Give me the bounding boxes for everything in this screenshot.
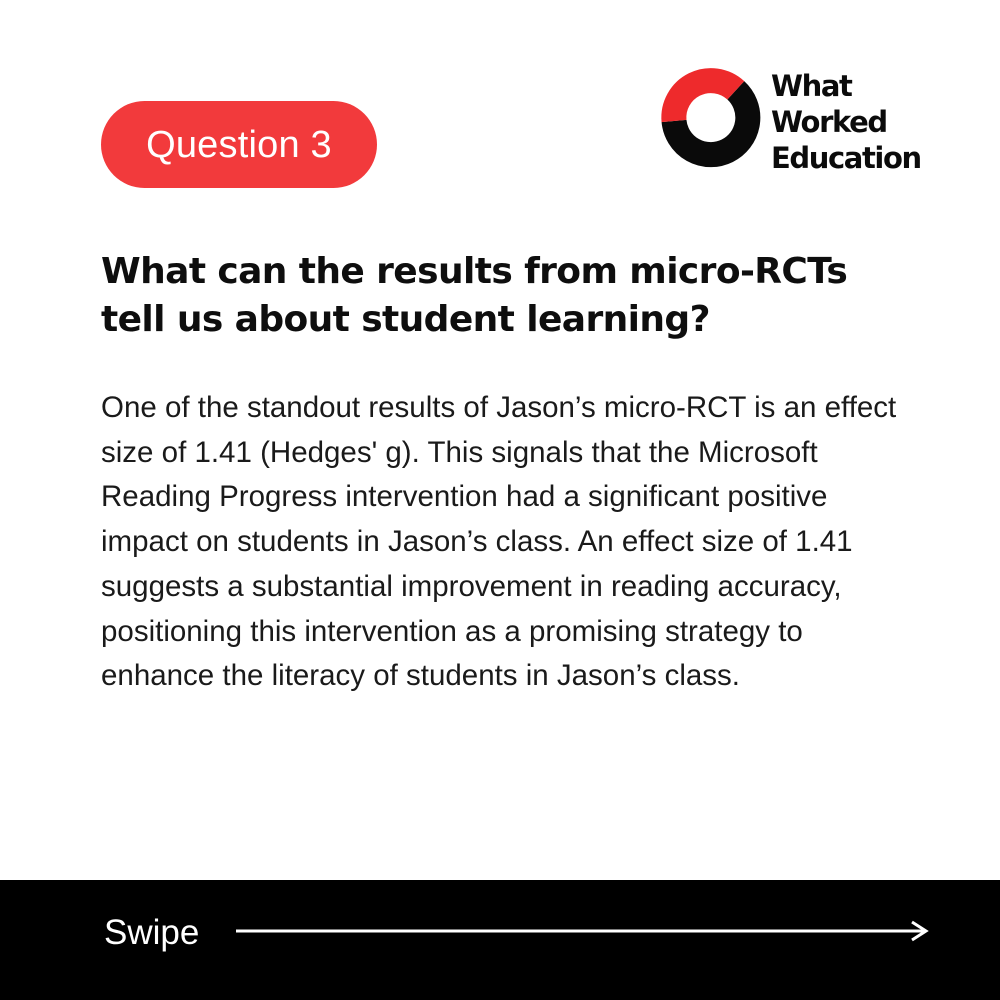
question-badge <box>101 101 377 188</box>
long-right-arrow-icon[interactable] <box>234 918 930 944</box>
swipe-label[interactable]: Swipe <box>104 913 200 952</box>
logo-wordmark <box>771 68 921 176</box>
logo-line-education: Education <box>771 141 921 175</box>
answer-paragraph: One of the standout results of Jason’s micro-RCT is an effect size of 1.41 (Hedges' g). This signals that the Microsoft Reading Progress intervention had a significant positive impact on students in Jason’s class. An effect size of 1.41 suggests a substantial improvement in reading accuracy, positioning this intervention as a promising strategy to enhance the literacy of students in Jason’s class. <box>101 391 897 693</box>
question-headline: What can the results from micro-RCTs tell us about student learning? <box>101 251 848 340</box>
what-worked-education-logo <box>652 62 932 182</box>
ring-logo-icon <box>652 62 770 180</box>
logo-line-what: What <box>771 69 852 103</box>
logo-line-worked: Worked <box>771 105 887 139</box>
question-badge-label: Question 3 <box>146 123 332 166</box>
